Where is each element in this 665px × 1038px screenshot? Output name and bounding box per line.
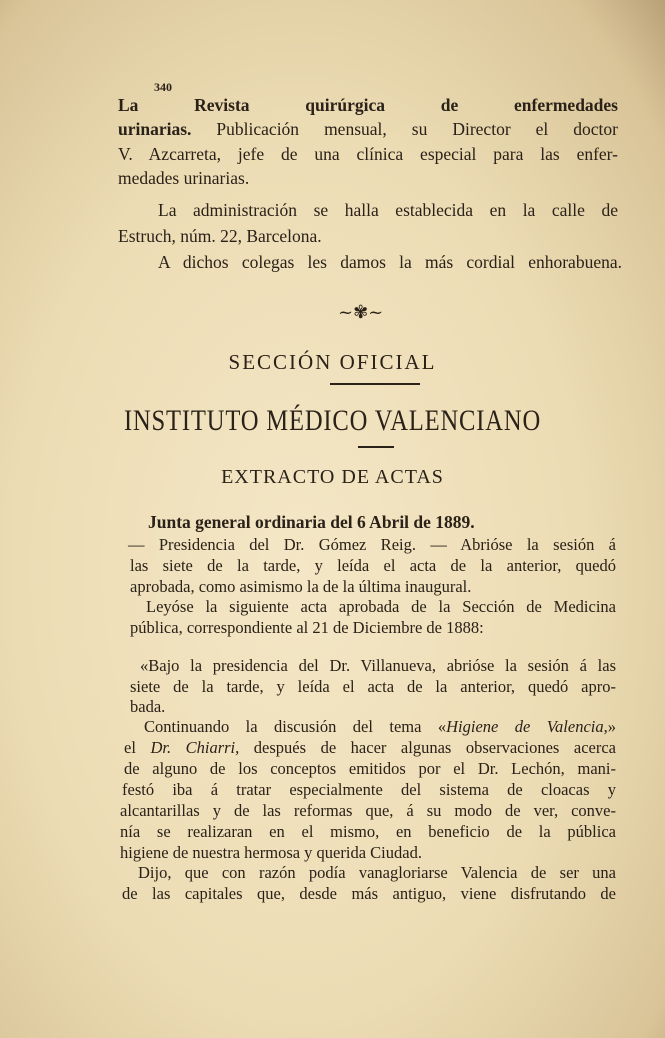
page-number: 340	[154, 80, 172, 94]
notice-line-4: medades urinarias.	[118, 168, 250, 188]
continuando-line-6: nía se realizaran en el mismo, en beneficio de la pública	[120, 822, 616, 841]
notice-line-5: La administración se halla establecida en la calle de	[158, 200, 618, 220]
notice-line-6: Estruch, núm. 22, Barcelona.	[118, 226, 322, 246]
continuando-line-7: higiene de nuestra hermosa y querida Ciudad.	[120, 843, 422, 862]
dijo-line-1: Dijo, que con razón podía vanagloriarse Valencia de ser una	[138, 863, 616, 882]
junta-line-1: — Presidencia del Dr. Gómez Reig. — Abrióse la sesión á	[128, 535, 616, 554]
section-title: SECCIÓN OFICIAL	[228, 350, 437, 374]
title-rule	[358, 446, 394, 448]
notice-line-2: urinarias. Publicación mensual, su Director el doctor	[118, 119, 618, 139]
continuando-line-3: de alguno de los conceptos emitidos por el Dr. Lechón, mani-	[124, 759, 616, 778]
junta-line-3: aprobada, como asimismo la de la última inaugural.	[130, 577, 472, 596]
institute-title: INSTITUTO MÉDICO VALENCIANO	[123, 404, 542, 437]
quote-line-1: «Bajo la presidencia del Dr. Villanueva, abrióse la sesión á las	[140, 656, 616, 675]
junta-line-2: las siete de la tarde, y leída el acta de la anterior, quedó	[130, 556, 616, 575]
section-rule	[330, 383, 420, 385]
notice-line-1	[118, 94, 618, 116]
notice-line-7: A dichos colegas les damos la más cordial enhorabuena.	[158, 252, 622, 272]
ornament-divider: ~✾~	[338, 302, 384, 323]
continuando-line-4: festó iba á tratar especialmente del sistema de cloacas y	[122, 780, 616, 799]
quote-line-3: bada.	[130, 697, 166, 716]
journal-title: La Revista quirúrgica de enfermedades	[118, 95, 618, 115]
leyose-line-1: Leyóse la siguiente acta aprobada de la Sección de Medicina	[146, 597, 616, 616]
dijo-line-2: de las capitales que, desde más antiguo, viene disfrutando de	[122, 884, 616, 903]
continuando-line-2: el Dr. Chiarri, después de hacer algunas observaciones acerca	[124, 738, 616, 757]
notice-line-3: V. Azcarreta, jefe de una clínica especial para las enfer-	[118, 144, 618, 164]
quote-line-2: siete de la tarde, y leída el acta de la anterior, quedó apro-	[130, 677, 616, 696]
continuando-line-1: Continuando la discusión del tema «Higiene de Valencia,»	[144, 717, 617, 736]
continuando-line-5: alcantarillas y de las reformas que, á su modo de ver, conve-	[120, 801, 616, 820]
junta-title: Junta general ordinaria del 6 Abril de 1889.	[148, 512, 475, 532]
subtitle: EXTRACTO DE ACTAS	[221, 466, 444, 488]
leyose-line-2: pública, correspondiente al 21 de Diciembre de 1888:	[130, 618, 484, 637]
